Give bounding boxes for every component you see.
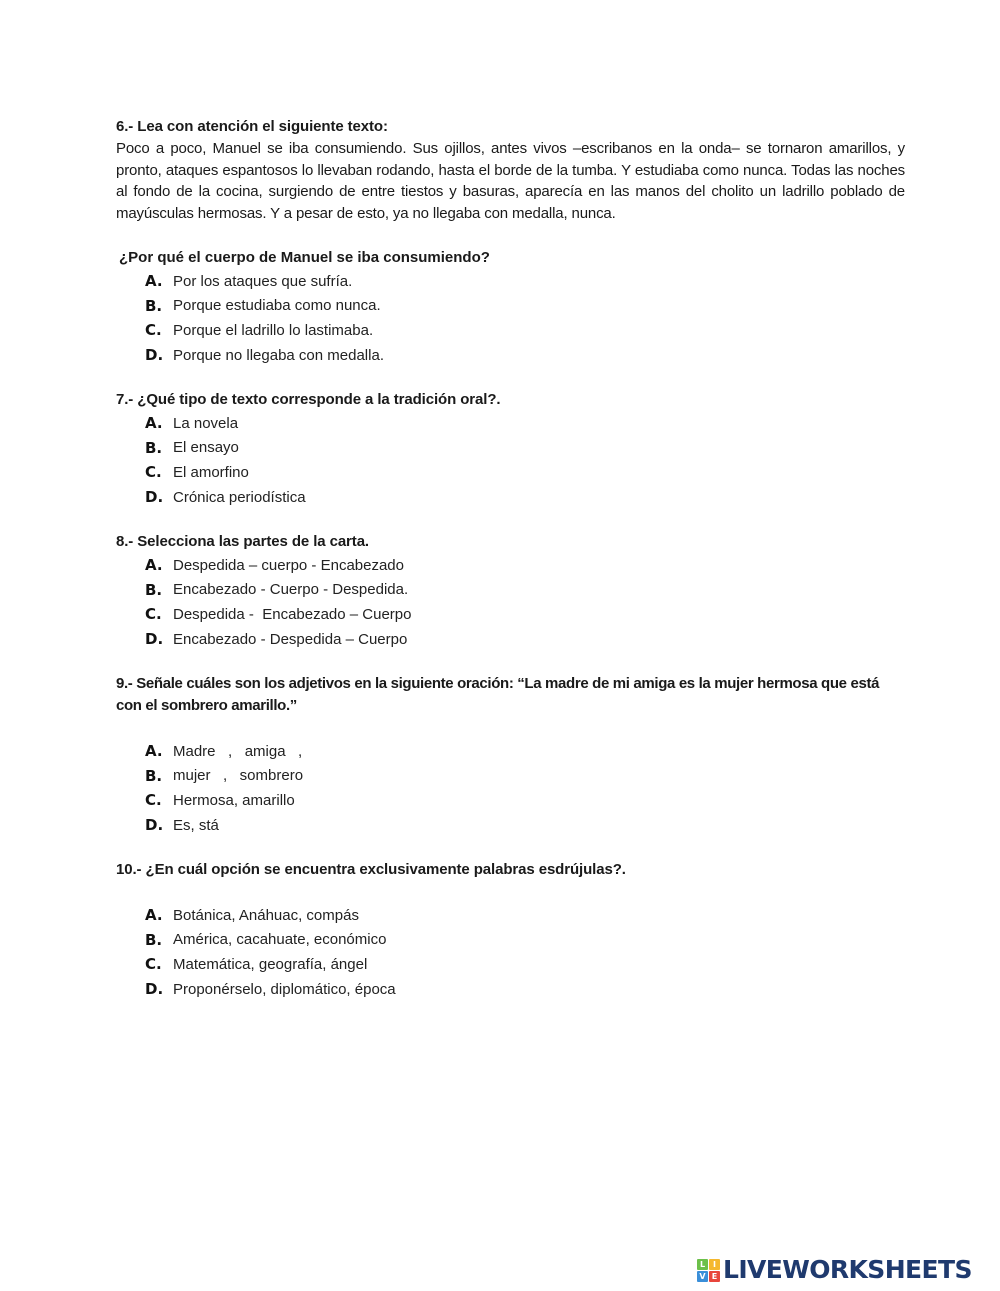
question-7-title: 7.- ¿Qué tipo de texto corresponde a la tradición oral?. (116, 391, 501, 408)
option-a[interactable] (145, 553, 412, 578)
option-letter: D. (145, 488, 164, 507)
option-a[interactable] (145, 411, 306, 436)
option-text: Hermosa, amarillo (173, 791, 295, 809)
question-10-title: 10.- ¿En cuál opción se encuentra exclusivamente palabras esdrújulas?. (116, 861, 626, 878)
option-text: Encabezado - Cuerpo - Despedida. (173, 581, 409, 599)
logo-tile-v: V (697, 1271, 708, 1282)
option-letter: C. (145, 791, 162, 810)
logo-tile-e: E (709, 1271, 720, 1282)
option-c[interactable] (145, 460, 306, 485)
option-letter: D. (145, 816, 164, 835)
option-letter: C. (145, 463, 162, 482)
option-text: Porque el ladrillo lo lastimaba. (173, 321, 374, 339)
option-letter: D. (145, 980, 164, 999)
option-text: El amorfino (173, 463, 249, 481)
logo-tiles-icon (697, 1259, 720, 1282)
option-d[interactable] (145, 343, 384, 368)
option-c[interactable] (145, 788, 303, 813)
logo-wordmark: LIVEWORKSHEETS (723, 1255, 972, 1284)
option-letter: A. (145, 742, 163, 761)
option-text: Porque no llegaba con medalla. (173, 346, 384, 364)
option-text: El ensayo (173, 439, 239, 457)
question-6-options (145, 269, 384, 367)
logo-tile-i: I (709, 1259, 720, 1270)
option-a[interactable] (145, 903, 396, 928)
question-6-title: 6.- Lea con atención el siguiente texto: (116, 118, 388, 135)
question-8-title: 8.- Selecciona las partes de la carta. (116, 533, 370, 550)
option-text: Por los ataques que sufría. (173, 272, 353, 290)
option-d[interactable] (145, 485, 306, 510)
option-text: Porque estudiaba como nunca. (173, 297, 381, 315)
option-letter: B. (145, 930, 163, 949)
question-9-title: 9.- Señale cuáles son los adjetivos en la siguiente oración: “La madre de mi amiga es la mujer hermosa que está con el sombrero amarillo.” (116, 675, 880, 714)
option-letter: B. (145, 766, 163, 785)
option-d[interactable] (145, 813, 303, 838)
option-a[interactable] (145, 269, 384, 294)
reading-passage: Poco a poco, Manuel se iba consumiendo. Sus ojillos, antes vivos –escribanos en la onda– se tornaron amarillos, y pronto, ataques espantosos lo llevaban rodando, hasta el borde de la tumba. Y estudiaba como nunca. Todas las noches al fondo de la cocina, surgiendo de entre tiestos y basuras, aparecía en las manos del cholito un ladrillo poblado de mayúsculas hermosas. Y a pesar de esto, ya no llegaba con medalla, nunca. (116, 140, 905, 222)
option-b[interactable] (145, 436, 306, 461)
option-letter: D. (145, 346, 164, 365)
question-8-options (145, 553, 412, 651)
option-c[interactable] (145, 952, 396, 977)
option-text: Madre , amiga , (173, 742, 303, 760)
option-text: Encabezado - Despedida – Cuerpo (173, 630, 408, 648)
option-text: Despedida – cuerpo - Encabezado (173, 556, 404, 574)
option-d[interactable] (145, 627, 412, 652)
option-c[interactable] (145, 602, 412, 627)
option-b[interactable] (145, 764, 303, 789)
option-b[interactable] (145, 294, 384, 319)
option-letter: B. (145, 296, 163, 315)
option-d[interactable] (145, 977, 396, 1002)
liveworksheets-logo (697, 1255, 972, 1285)
option-a[interactable] (145, 739, 303, 764)
option-b[interactable] (145, 578, 412, 603)
option-letter: D. (145, 630, 164, 649)
option-letter: A. (145, 414, 163, 433)
option-text: Matemática, geografía, ángel (173, 955, 368, 973)
question-6-prompt: ¿Por qué el cuerpo de Manuel se iba consumiendo? (119, 249, 490, 266)
question-9-options (145, 739, 303, 837)
option-text: Proponérselo, diplomático, época (173, 980, 396, 998)
option-text: Botánica, Anáhuac, compás (173, 906, 359, 924)
option-text: La novela (173, 414, 239, 432)
question-10-options (145, 903, 396, 1001)
logo-tile-l: L (697, 1259, 708, 1270)
option-letter: A. (145, 272, 163, 291)
option-text: Es, stá (173, 816, 219, 834)
option-letter: C. (145, 955, 162, 974)
option-text: América, cacahuate, económico (173, 931, 387, 949)
option-text: Crónica periodística (173, 488, 306, 506)
option-letter: C. (145, 605, 162, 624)
option-letter: B. (145, 438, 163, 457)
option-text: Despedida - Encabezado – Cuerpo (173, 605, 412, 623)
option-text: mujer , sombrero (173, 767, 304, 785)
option-b[interactable] (145, 928, 396, 953)
option-c[interactable] (145, 318, 384, 343)
option-letter: B. (145, 580, 163, 599)
option-letter: A. (145, 906, 163, 925)
question-7-options (145, 411, 306, 509)
option-letter: A. (145, 556, 163, 575)
option-letter: C. (145, 321, 162, 340)
